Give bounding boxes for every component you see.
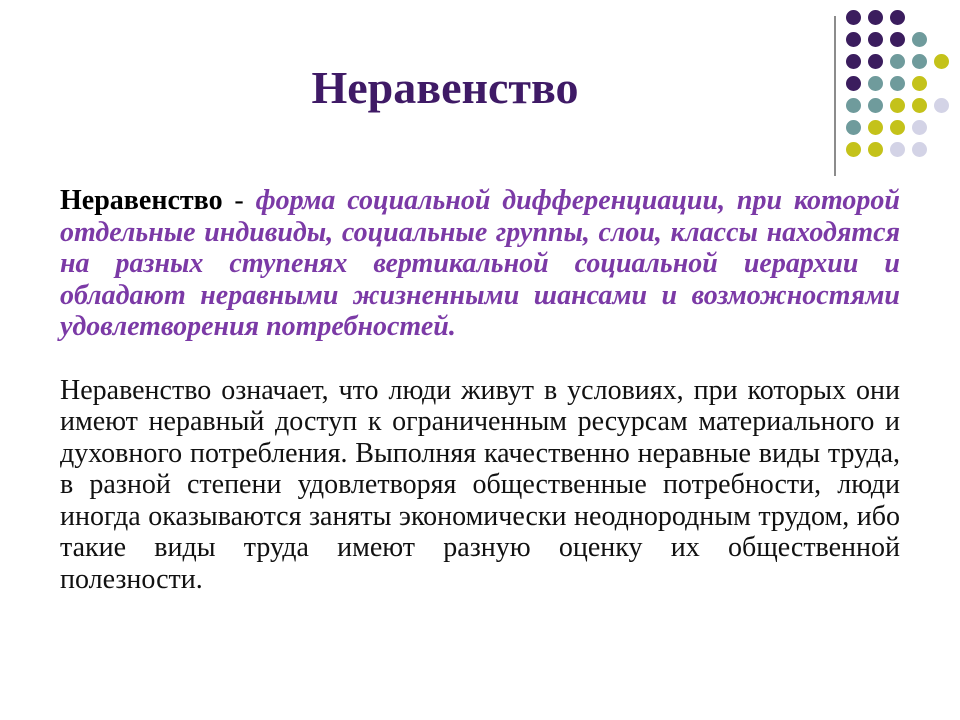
- decorative-dot: [912, 142, 927, 157]
- definition-term: Неравенство: [60, 185, 223, 216]
- decorative-dot: [912, 32, 927, 47]
- decorative-dot: [890, 76, 905, 91]
- decorative-dot: [846, 98, 861, 113]
- definition-text: форма социальной дифференциации, при которой отдельные индивиды, социальные группы, слои, классы находятся на разных ступенях вертикальной социальной иерархии и обладают неравными жизненными шансами и возможностями удовлетворения потребностей.: [60, 185, 900, 342]
- decorative-dot: [868, 120, 883, 135]
- decorative-dot: [868, 32, 883, 47]
- decorative-dot: [890, 32, 905, 47]
- decorative-dot: [912, 120, 927, 135]
- decorative-dot: [890, 54, 905, 69]
- decorative-dot: [912, 76, 927, 91]
- divider-line: [834, 16, 836, 176]
- decorative-dot: [890, 10, 905, 25]
- decorative-dot: [868, 98, 883, 113]
- decorative-dot: [846, 120, 861, 135]
- decorative-dot: [912, 98, 927, 113]
- definition-dash: -: [222, 185, 256, 216]
- decorative-dot: [868, 76, 883, 91]
- decorative-dot: [934, 98, 949, 113]
- decorative-dot: [846, 54, 861, 69]
- decorative-dot: [912, 54, 927, 69]
- explanation-paragraph: Неравенство означает, что люди живут в условиях, при которых они имеют неравный доступ к ограниченным ресурсам материального и духовного потребления. Выполняя качественно неравные виды труда, в разной степени удовлетворяя общественные потребности, люди иногда оказываются заняты экономически неоднородным трудом, ибо такие виды труда имеют разную оценку их общественной полезности.: [60, 374, 900, 595]
- decorative-dot: [890, 142, 905, 157]
- decorative-dot: [934, 54, 949, 69]
- decorative-dot: [890, 98, 905, 113]
- decorative-dot-grid: [846, 10, 946, 160]
- decorative-dot: [846, 142, 861, 157]
- decorative-dot: [868, 142, 883, 157]
- decorative-dot: [890, 120, 905, 135]
- decorative-dot: [868, 10, 883, 25]
- slide-body: [60, 185, 900, 595]
- decorative-dot: [846, 32, 861, 47]
- decorative-dot: [868, 54, 883, 69]
- decorative-dot: [846, 76, 861, 91]
- slide-title: Неравенство: [311, 62, 579, 113]
- definition-paragraph: [60, 185, 900, 343]
- decorative-dot: [846, 10, 861, 25]
